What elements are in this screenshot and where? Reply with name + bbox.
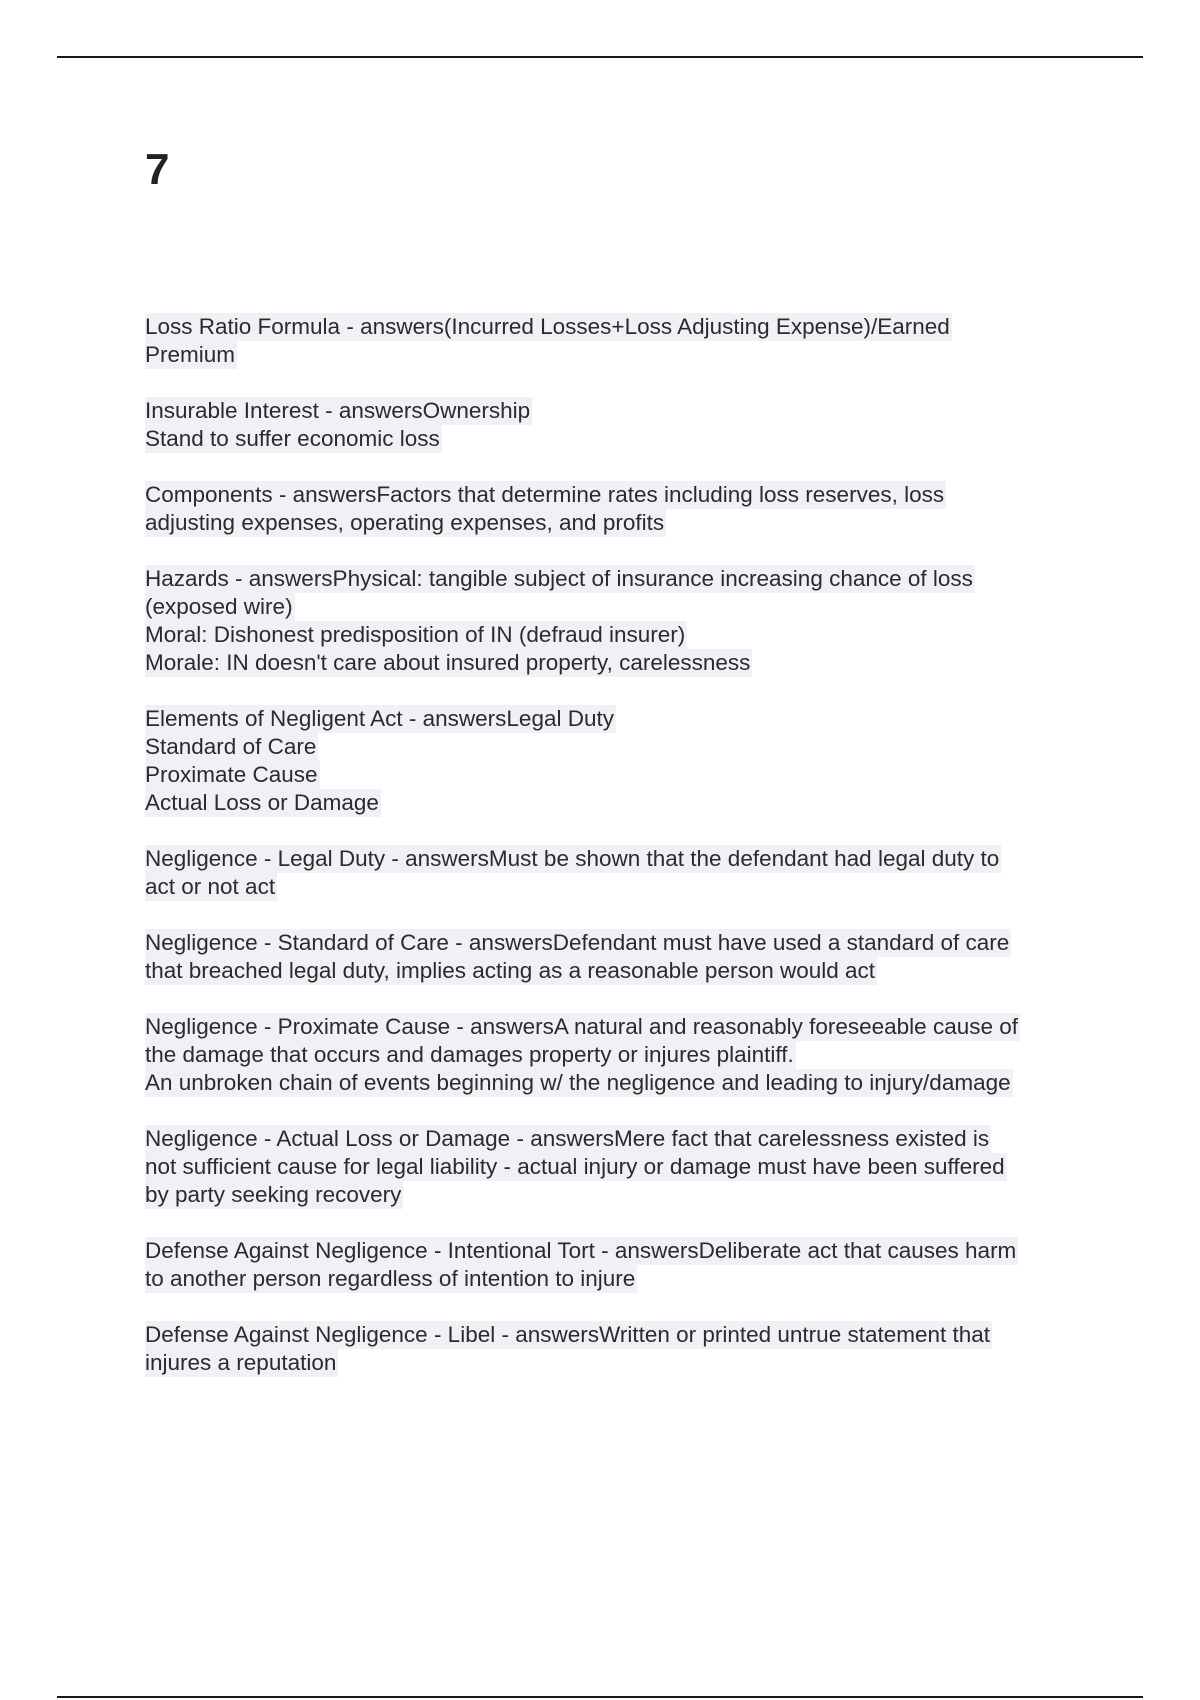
- flashcard-entry: [145, 565, 1095, 677]
- entry-line: Negligence - Proximate Cause - answersA natural and reasonably foreseeable cause of: [145, 1014, 1018, 1039]
- flashcard-entry: [145, 313, 1095, 369]
- entry-line: that breached legal duty, implies acting as a reasonable person would act: [145, 958, 876, 983]
- flashcard-list: [145, 313, 1095, 1405]
- flashcard-entry: [145, 481, 1095, 537]
- entry-line: Negligence - Standard of Care - answersDefendant must have used a standard of care: [145, 930, 1010, 955]
- entry-line: Defense Against Negligence - Intentional Tort - answersDeliberate act that causes harm: [145, 1238, 1017, 1263]
- page-number: 7: [145, 145, 170, 194]
- flashcard-entry: [145, 1013, 1095, 1097]
- flashcard-entry: [145, 705, 1095, 817]
- entry-line: Morale: IN doesn't care about insured property, carelessness: [145, 650, 751, 675]
- entry-line: Negligence - Actual Loss or Damage - answersMere fact that carelessness existed is: [145, 1126, 990, 1151]
- flashcard-entry: [145, 1321, 1095, 1377]
- entry-line: to another person regardless of intention to injure: [145, 1266, 636, 1291]
- header-divider: [57, 56, 1143, 58]
- entry-line: Defense Against Negligence - Libel - answersWritten or printed untrue statement that: [145, 1322, 991, 1347]
- entry-line: Elements of Negligent Act - answersLegal Duty: [145, 706, 614, 731]
- flashcard-entry: [145, 929, 1095, 985]
- entry-line: act or not act: [145, 874, 276, 899]
- entry-line: Hazards - answersPhysical: tangible subject of insurance increasing chance of loss: [145, 566, 973, 591]
- entry-line: Loss Ratio Formula - answers(Incurred Losses+Loss Adjusting Expense)/Earned: [145, 314, 950, 339]
- entry-line: not sufficient cause for legal liability - actual injury or damage must have been suffered: [145, 1154, 1005, 1179]
- entry-line: Negligence - Legal Duty - answersMust be shown that the defendant had legal duty to: [145, 846, 1000, 871]
- entry-line: Moral: Dishonest predisposition of IN (defraud insurer): [145, 622, 686, 647]
- flashcard-entry: [145, 1125, 1095, 1209]
- flashcard-entry: [145, 845, 1095, 901]
- entry-line: by party seeking recovery: [145, 1182, 402, 1207]
- entry-line: injures a reputation: [145, 1350, 337, 1375]
- flashcard-entry: [145, 1237, 1095, 1293]
- footer-divider: [57, 1696, 1143, 1698]
- entry-line: Stand to suffer economic loss: [145, 426, 440, 451]
- entry-line: adjusting expenses, operating expenses, and profits: [145, 510, 665, 535]
- entry-line: Standard of Care: [145, 734, 317, 759]
- entry-line: Components - answersFactors that determine rates including loss reserves, loss: [145, 482, 945, 507]
- entry-line: the damage that occurs and damages property or injures plaintiff.: [145, 1042, 794, 1067]
- entry-line: Premium: [145, 342, 236, 367]
- flashcard-entry: [145, 397, 1095, 453]
- entry-line: An unbroken chain of events beginning w/ the negligence and leading to injury/damage: [145, 1070, 1011, 1095]
- entry-line: Insurable Interest - answersOwnership: [145, 398, 531, 423]
- entry-line: (exposed wire): [145, 594, 293, 619]
- entry-line: Actual Loss or Damage: [145, 790, 379, 815]
- entry-line: Proximate Cause: [145, 762, 318, 787]
